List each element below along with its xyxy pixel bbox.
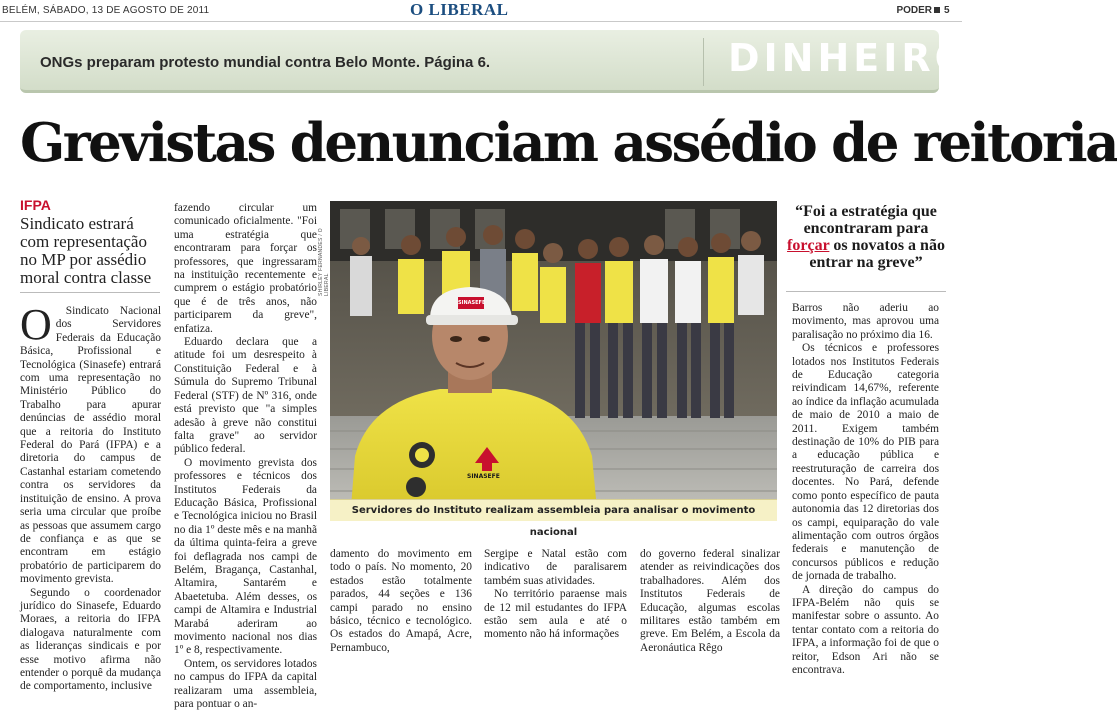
page-number: 5 bbox=[944, 5, 950, 16]
shirt-badge-text: SINASEFE bbox=[467, 473, 500, 480]
section-band bbox=[20, 30, 971, 93]
section-label: PODER bbox=[896, 5, 932, 16]
paragraph: fazendo circular um comunicado oficialmente. "Foi uma estratégia que encontraram para forçar os professores, que ingressaram na instituição recentemente e cumprem o estágio probatório que é de três anos, não participarem da greve", enfatiza. bbox=[174, 202, 317, 335]
article-column-4 bbox=[484, 548, 627, 644]
article-column-1 bbox=[20, 300, 161, 693]
paragraph: Sindicato Nacional dos Servidores Federais da Educação Básica, Profissional e Tecnológica (Sinasefe) entrará com uma representação no Ministério Público do Trabalho para apurar denúncias de assédio moral que a reitoria do Instituto Federal do Pará (IFPA) e a diretoria do campus de Castanhal estariam cometendo contra os servidores da instituição de ensino. A prova seria uma circular que proíbe as pessoas que assumem cargo de confiança e as que se encontram em estágio probatório de participarem do movimento grevista. bbox=[20, 305, 161, 586]
band-divider bbox=[703, 38, 704, 86]
newspaper-logo[interactable]: O LIBERAL bbox=[410, 0, 509, 19]
pull-quote-text: os novatos a não entrar na greve” bbox=[809, 237, 945, 271]
paragraph: A direção do campus do IFPA-Belém não quis se manifestar sobre o assunto. Ao tentar contato com a reitoria do IFPA, a informação foi de que o reitor, Edson Ari não se encontrava. bbox=[792, 583, 939, 676]
photo-credit: SHIRLEY FERNANDES / O LIBERAL bbox=[318, 228, 330, 296]
pull-quote-text: “Foi a estratégia que encontraram para bbox=[795, 203, 937, 237]
paragraph: No território paraense mais de 12 mil estudantes do IFPA estão sem aula e até o momento não há informações bbox=[484, 588, 627, 641]
section-name: DINHEIRO bbox=[728, 36, 971, 80]
paragraph: damento do movimento em todo o país. No momento, 20 estados estão totalmente parados, 44 seções e 136 campi parado no ensino básico, técnico e tecnológico. Os estados do Amapá, Acre, Pernambuco, bbox=[330, 548, 472, 654]
paragraph: Sergipe e Natal estão com indicativo de paralisarem também suas atividades. bbox=[484, 548, 627, 587]
article-column-5 bbox=[640, 548, 780, 654]
paragraph: Segundo o coordenador jurídico do Sinasefe, Eduardo Moraes, a reitoria do IFPA dialogava naturalmente com as lideranças sindicais e por esse motivo afirma não entender o porquê da mudança de comportamento, inclusive bbox=[20, 586, 161, 693]
paragraph: Os técnicos e professores lotados nos Institutos Federais de Educação categoria reivindicam 14,67%, referente ao índice da inflação acumulada de maio de 2010 a maio de 2011. Exigem também destinação de 10% do PIB para a educação pública e reestruturação de carreira dos docentes. No Pará, defende como ponto específico de pauta autonomia das 12 diretorias dos os campi, equiparação do vale alimentação com outros órgãos federais e manutenção de concursos públicos e redução de jornada de trabalho. bbox=[792, 342, 939, 583]
pull-quote bbox=[786, 203, 946, 271]
photo-caption: Servidores do Instituto realizam assembleia para analisar o movimento nacional bbox=[330, 499, 777, 521]
pull-quote-highlight: forçar bbox=[787, 237, 830, 254]
paragraph: Ontem, os servidores lotados no campus do IFPA da capital realizaram uma assembleia, para pontuar o an- bbox=[174, 657, 317, 711]
paragraph: O movimento grevista dos professores e técnicos dos Institutos Federais da Educação Básica, Profissional e Tecnológica iniciou no Brasil no dia 1º deste mês e na manhã da última quinta-feira a greve foi deflagrada nos campi de Belém, Bragança, Castanhal, Altamira, Santarém e Abaetetuba. Além desses, os campi de Altamira e Industrial Marabá aderiram ao movimento nacional nos dias 1º e 8, respectivamente. bbox=[174, 456, 317, 657]
drop-cap: O bbox=[20, 300, 52, 349]
page-header bbox=[0, 0, 962, 22]
cap-badge-text: SINASEFE bbox=[458, 300, 486, 306]
article-subhead: Sindicato estrará com representação no MP por assédio moral contra classe bbox=[20, 214, 152, 287]
article-kicker: IFPA bbox=[20, 197, 51, 213]
subhead-divider bbox=[20, 292, 160, 293]
pull-quote-divider bbox=[786, 291, 946, 292]
paragraph: Eduardo declara que a atitude foi um desrespeito à Constituição Federal e à Súmula do Supremo Tribunal Federal (STF) de Nº 316, onde está previsto que "a simples adesão à greve não constitui falta grave" ao servidor público federal. bbox=[174, 336, 317, 456]
article-column-2 bbox=[174, 202, 317, 711]
article-column-3 bbox=[330, 548, 472, 654]
paragraph: do governo federal sinalizar atender as reivindicações dos trabalhadores. Além dos Institutos Federais de Educação, algumas escolas militares estão também em greve. Em Belém, a Escola da Aeronáutica Rêgo bbox=[640, 548, 780, 654]
paragraph: Barros não aderiu ao movimento, mas aprovou uma paralisação no próximo dia 16. bbox=[792, 302, 939, 341]
article-photo[interactable] bbox=[330, 201, 777, 520]
square-bullet-icon bbox=[934, 7, 940, 13]
teaser-link[interactable]: ONGs preparam protesto mundial contra Belo Monte. Página 6. bbox=[40, 54, 491, 71]
article-column-6 bbox=[792, 302, 939, 676]
article-headline: Grevistas denunciam assédio de reitoria bbox=[20, 112, 1117, 174]
dateline: BELÉM, SÁBADO, 13 DE AGOSTO DE 2011 bbox=[2, 5, 210, 16]
photo-illustration bbox=[330, 201, 777, 520]
